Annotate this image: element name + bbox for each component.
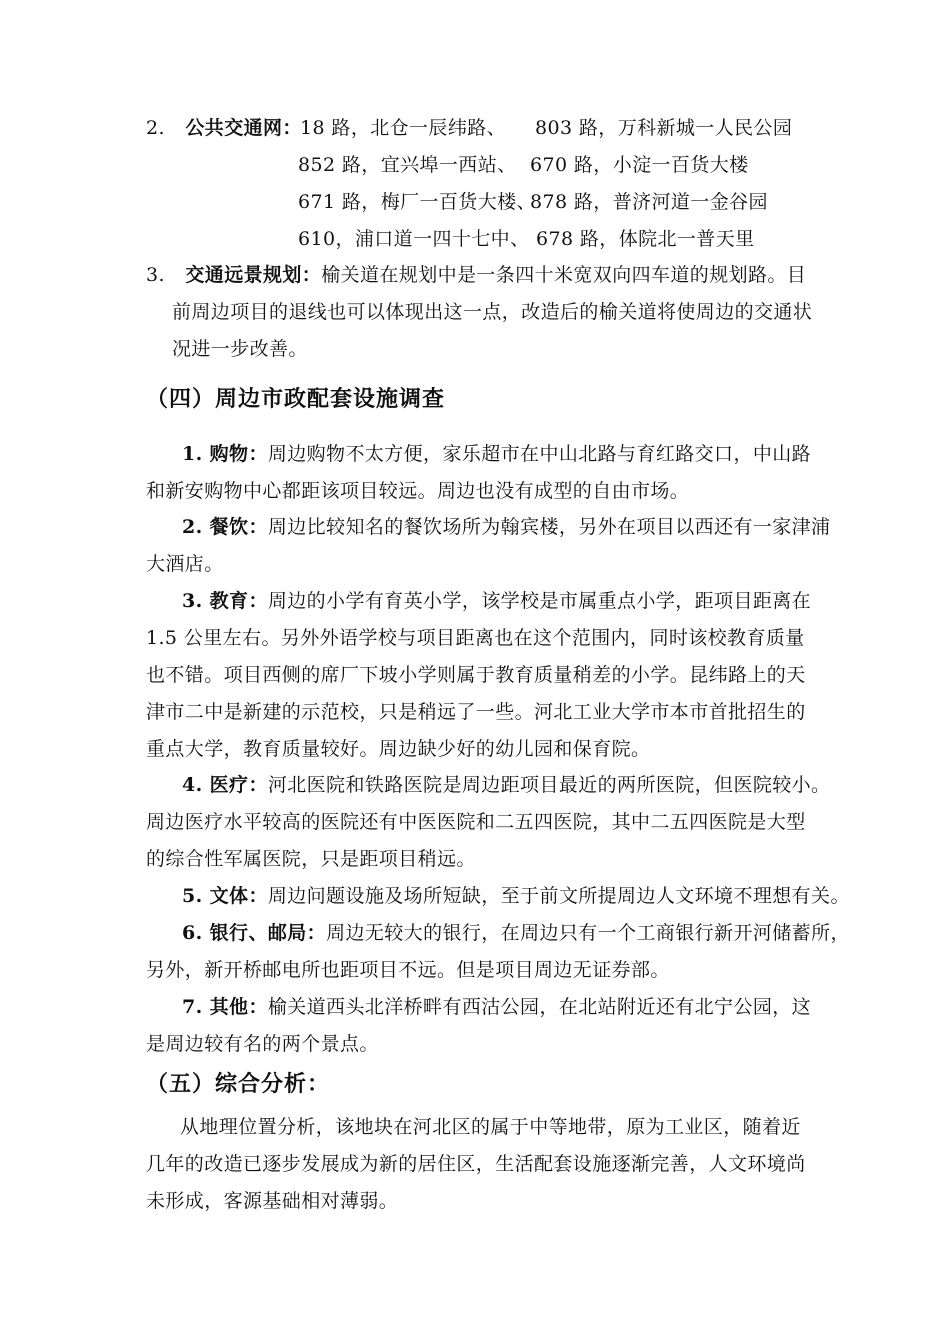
facility-label: 4. 医疗： xyxy=(182,774,268,796)
transit-route-a: 671 路，梅厂一百货大楼、 xyxy=(298,191,536,213)
facility-text: 也不错。项目西侧的席厂下坡小学则属于教育质量稍差的小学。昆纬路上的天 xyxy=(146,664,806,686)
facility-item xyxy=(182,884,850,908)
planning-text: 榆关道在规划中是一条四十米宽双向四车道的规划路。目 xyxy=(321,264,807,286)
analysis-text: 几年的改造已逐步发展成为新的居住区，生活配套设施逐渐完善，人文环境尚 xyxy=(146,1153,806,1175)
facility-text: 是周边较有名的两个景点。 xyxy=(146,1033,379,1055)
facility-text: 1.5 公里左右。另外外语学校与项目距离也在这个范围内，同时该校教育质量 xyxy=(146,627,805,649)
facility-text: 河北医院和铁路医院是周边距项目最近的两所医院，但医院较小。 xyxy=(267,774,831,796)
facility-text: 的综合性军属医院，只是距项目稍远。 xyxy=(146,848,476,870)
facility-text: 周边无较大的银行，在周边只有一个工商银行新开河储蓄所， xyxy=(326,922,850,944)
facility-text: 周边的小学有育英小学，该学校是市属重点小学，距项目距离在 xyxy=(267,590,812,612)
transit-item xyxy=(146,116,302,140)
facility-label: 3. 教育： xyxy=(182,590,268,612)
facility-text: 周边医疗水平较高的医院还有中医医院和二五四医院，其中二五四医院是大型 xyxy=(146,811,806,833)
facility-label: 2. 餐饮： xyxy=(182,516,268,538)
planning-item xyxy=(146,263,806,287)
facility-item xyxy=(182,442,811,466)
facility-label: 6. 银行、邮局： xyxy=(182,922,327,944)
transit-number: 2. xyxy=(146,117,165,139)
analysis-text: 从地理位置分析，该地块在河北区的属于中等地带，原为工业区，随着近 xyxy=(180,1116,801,1138)
facility-text: 周边比较知名的餐饮场所为翰宾楼，另外在项目以西还有一家津浦 xyxy=(267,516,831,538)
transit-route-a: 852 路，宜兴埠一西站、 xyxy=(298,154,517,176)
facility-label: 1. 购物： xyxy=(182,443,268,465)
facility-text: 大酒店。 xyxy=(146,553,224,575)
transit-route-a: 18 路，北仓一辰纬路、 xyxy=(300,117,507,139)
facility-label: 7. 其他： xyxy=(182,996,268,1018)
facility-item xyxy=(182,515,830,539)
section-heading: （四）周边市政配套设施调查 xyxy=(146,386,446,412)
facility-text: 周边问题设施及场所短缺，至于前文所提周边人文环境不理想有关。 xyxy=(267,885,850,907)
analysis-text: 未形成，客源基础相对薄弱。 xyxy=(146,1190,399,1212)
facility-text: 津市二中是新建的示范校，只是稍远了一些。河北工业大学市本市首批招生的 xyxy=(146,701,806,723)
facility-text: 周边购物不太方便，家乐超市在中山北路与育红路交口，中山路 xyxy=(267,443,812,465)
transit-route-b: 678 路，体院北一普天里 xyxy=(536,228,755,250)
planning-text: 况进一步改善。 xyxy=(172,338,308,360)
planning-label: 交通远景规划： xyxy=(185,264,322,286)
transit-label: 公共交通网： xyxy=(185,117,302,139)
section-heading: （五）综合分析： xyxy=(146,1071,331,1097)
facility-text: 榆关道西头北洋桥畔有西沽公园，在北站附近还有北宁公园，这 xyxy=(267,996,812,1018)
transit-route-b: 878 路，普济河道一金谷园 xyxy=(530,191,768,213)
transit-route-b: 670 路，小淀一百货大楼 xyxy=(530,154,749,176)
facility-item xyxy=(182,995,811,1019)
planning-number: 3. xyxy=(146,264,165,286)
facility-text: 重点大学，教育质量较好。周边缺少好的幼儿园和保育院。 xyxy=(146,738,651,760)
transit-route-b: 803 路，万科新城一人民公园 xyxy=(535,117,793,139)
facility-item xyxy=(182,773,830,797)
facility-text: 另外，新开桥邮电所也距项目不远。但是项目周边无证券部。 xyxy=(146,959,670,981)
planning-text: 前周边项目的退线也可以体现出这一点，改造后的榆关道将使周边的交通状 xyxy=(172,301,813,323)
facility-item xyxy=(182,921,850,945)
facility-label: 5. 文体： xyxy=(182,885,268,907)
facility-item xyxy=(182,589,811,613)
facility-text: 和新安购物中心都距该项目较远。周边也没有成型的自由市场。 xyxy=(146,480,690,502)
transit-route-a: 610，浦口道一四十七中、 xyxy=(298,228,530,250)
